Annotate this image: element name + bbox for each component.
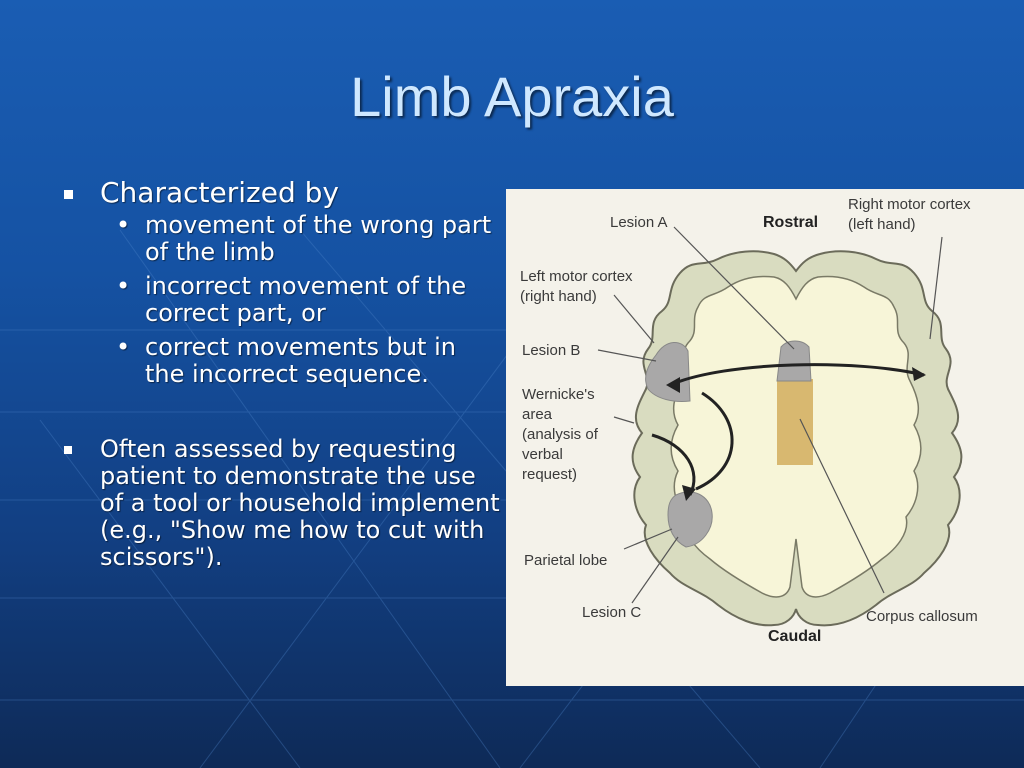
bullet-characterized [60, 178, 500, 388]
bullet-assessment [60, 436, 500, 571]
label-left-motor-cortex: Left motor cortex [520, 268, 633, 285]
label-lesion-c: Lesion C [582, 604, 642, 621]
label-right-motor-cortex-hand: (left hand) [848, 216, 916, 233]
label-corpus-callosum: Corpus callosum [866, 608, 978, 625]
corpus-callosum-region [777, 379, 813, 465]
label-left-motor-cortex-hand: (right hand) [520, 288, 597, 305]
brain-diagram-figure [506, 189, 1024, 686]
label-parietal-lobe: Parietal lobe [524, 552, 608, 569]
lesion-a-region [777, 341, 811, 381]
brain-diagram [506, 189, 1024, 686]
bullet-text: Characterized by [100, 176, 339, 209]
square-bullet-icon [64, 446, 72, 454]
label-caudal: Caudal [768, 628, 822, 645]
square-bullet-icon [64, 190, 73, 199]
sub-bullet-list [100, 212, 500, 388]
label-right-motor-cortex: Right motor cortex [848, 196, 971, 213]
sub-bullet-text: incorrect movement of the correct part, or [145, 272, 467, 327]
label-wernicke-line3: (analysis of [522, 426, 598, 443]
slide-title: Limb Apraxia [350, 65, 674, 128]
sub-bullet-item [100, 273, 500, 327]
label-wernicke-line2: area [522, 406, 553, 423]
sub-bullet-item [100, 212, 500, 266]
label-rostral: Rostral [763, 214, 819, 231]
dot-bullet-icon: • [116, 333, 131, 361]
label-wernicke-line4: verbal [522, 446, 563, 463]
label-wernicke-line1: Wernicke's [522, 386, 595, 403]
label-wernicke-line5: request) [522, 466, 578, 483]
bullet-text: Often assessed by requesting patient to demonstrate the use of a tool or household implement (e.g., "Show me how to cut with scissors"). [100, 435, 500, 571]
sub-bullet-text: correct movements but in the incorrect sequence. [145, 333, 456, 388]
label-lesion-b: Lesion B [522, 342, 581, 359]
sub-bullet-text: movement of the wrong part of the limb [145, 211, 492, 266]
slide-content [60, 178, 500, 571]
dot-bullet-icon: • [116, 211, 131, 239]
dot-bullet-icon: • [116, 272, 131, 300]
sub-bullet-item [100, 334, 500, 388]
label-lesion-a: Lesion A [610, 214, 668, 231]
